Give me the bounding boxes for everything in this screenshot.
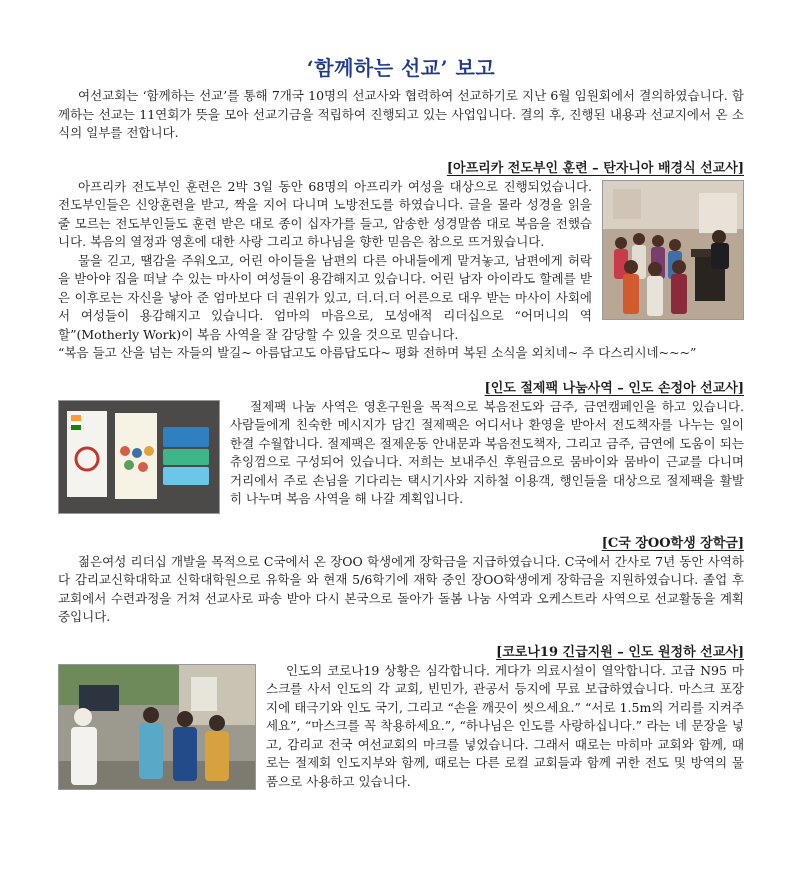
section-heading-india-pack: [인도 절제팩 나눔사역 – 인도 손정아 선교사] <box>484 380 744 396</box>
africa-paragraph-2: 물을 긷고, 땔감을 주워오고, 어린 아이들을 남편의 다른 아내들에게 맡겨놓고, 남편에게 허락을 받아야 집을 떠날 수 있는 마사이 여성들이 용감해지고 있습니다. 어린 남자 아이라도 할례를 받은 이후로는 자신을 낳아 준 엄마보다 더 권위가 있고, 더.더.더 어른으로 대우 받는 마사이 사회에서 여성들이 용감해지고 있습니다. 엄마의 마음으로, 모성애적 리더십으로 “어머니의 역할”(Motherly Work)이 복음 사역을 잘 감당할 수 있을 것으로 믿습니다. <box>58 252 592 342</box>
photo-graphic <box>603 181 743 319</box>
section-heading-scholarship: [C국 장OO학생 장학금] <box>601 535 744 551</box>
photo-graphic <box>59 401 219 513</box>
africa-paragraph-1: 아프리카 전도부인 훈련은 2박 3일 동안 68명의 아프리카 여성을 대상으로 진행되었습니다. 전도부인들은 신앙훈련을 받고, 짝을 지어 다니며 노방전도를 하였습니다. 글을 몰라 성경을 읽을 줄 모르는 전도부인들도 훈련 받은 대로 종이 십자가를 들고, 암송한 성경말씀 대로 복음을 전했습니다. 복음의 열정과 영혼에 대한 사랑 그리고 하나님을 향한 믿음은 참으로 뜨거웠습니다. <box>58 178 592 249</box>
page-title: ‘함께하는 선교’ 보고 <box>306 56 496 80</box>
africa-hymn-quote: “복음 들고 산을 넘는 자들의 발길~ 아름답고도 아름답도다~ 평화 전하며 복된 소식을 외치네~ 주 다스리시네~~~” <box>58 345 697 360</box>
photo-graphic <box>59 665 255 789</box>
scholarship-paragraph: 젊은여성 리더십 개발을 목적으로 C국에서 온 장OO 학생에게 장학금을 지급하였습니다. C국에서 간사로 7년 동안 사역하다 감리교신학대학교 신학대학원으로 유학을 와 현재 5/6학기에 재학 중인 장OO학생에게 장학금을 지원하였습니다. 졸업 후 교회에서 수련과정을 거쳐 선교사로 파송 받아 다시 본국으로 돌아가 돌봄 나눔 사역과 오케스트라 사역으로 선교활동을 계획 중입니다. <box>58 553 744 624</box>
intro-paragraph: 여선교회는 ‘함께하는 선교’를 통해 7개국 10명의 선교사와 협력하여 선교하기로 지난 6월 임원회에서 결의하였습니다. 함께하는 선교는 11연회가 뜻을 모아 선교기금을 적립하여 진행되고 있는 사업입니다. 결의 후, 진행된 내용과 선교지에서 온 소식의 일부를 전합니다. <box>58 88 744 140</box>
africa-training-photo <box>602 180 744 320</box>
section-heading-covid: [코로나19 긴급지원 – 인도 원정하 선교사] <box>496 644 744 660</box>
india-pack-paragraph: 절제팩 나눔 사역은 영혼구원을 목적으로 복음전도와 금주, 금연캠페인을 하고 있습니다. 사람들에게 친숙한 메시지가 담긴 절제팩은 어디서나 환영을 받아서 전도책자를 나누는 일이 한결 수월합니다. 절제팩은 절제운동 안내문과 복음전도책자, 그리고 금주, 금연에 도움이 되는 츄잉껌으로 구성되어 있습니다. 저희는 보내주신 후원금으로 뭄바이와 뭄바이 근교를 다니며 거리에서 주로 손님을 기다리는 택시기사와 지하철 이용객, 행인들을 대상으로 절제팩을 활발히 나누며 복음 사역을 해 나갈 계획입니다. <box>230 398 744 506</box>
section-heading-africa: [아프리카 전도부인 훈련 – 탄자니아 배경식 선교사] <box>446 160 744 176</box>
covid-mask-distribution-photo <box>58 664 256 790</box>
temperance-pack-photo <box>58 400 220 514</box>
covid-paragraph: 인도의 코로나19 상황은 심각합니다. 게다가 의료시설이 열악합니다. 고급 N95 마스크를 사서 인도의 각 교회, 빈민가, 관공서 등지에 무료 보급하였습니다. 마스크 포장지에 태극기와 인도 국기, 그리고 “손을 깨끗이 씻으세요.” “서로 1.5m의 거리를 지켜주세요”, “마스크를 꼭 착용하세요.”, “하나님은 인도를 사랑하십니다.” 라는 네 문장을 넣고, 감리교 전국 여선교회의 마크를 넣었습니다. 그래서 때로는 마히마 교회와 함께, 때로는 절제회 인도지부와 함께, 때로는 다른 로컬 교회들과 함께 귀한 전도 및 방역의 물품으로 사용하고 있습니다. <box>266 662 744 789</box>
report-page <box>58 52 744 794</box>
